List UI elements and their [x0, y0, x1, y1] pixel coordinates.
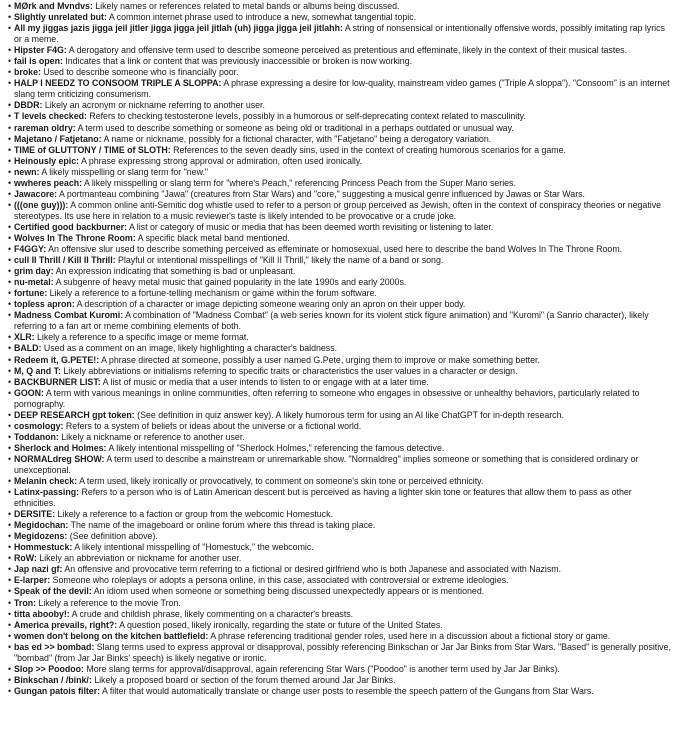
glossary-entry [9, 288, 672, 299]
glossary-term: Hipster F4G: [14, 45, 67, 56]
glossary-definition: Likely names or references related to metal bands or albums being discussed. [92, 1, 400, 11]
glossary-definition: Refers to a system of beliefs or ideas about the universe or a fictional world. [63, 420, 362, 431]
glossary-term: TIME of GLUTTONY / TIME of SLOTH: [14, 144, 171, 155]
glossary-entry [9, 410, 672, 421]
glossary-entry [9, 520, 672, 531]
glossary-definition: Likely an acronym or nickname referring to another user. [42, 100, 265, 111]
glossary-definition: A common internet phrase used to introduce a new, somewhat tangential topic. [106, 12, 417, 23]
glossary-term: cull II Thrill / Kill II Thrill: [14, 255, 116, 266]
glossary-definition: References to the seven deadly sins, used in the context of creating humorous scenarios for a game. [170, 144, 566, 155]
glossary-term: Binkschan / /bink/: [14, 674, 92, 685]
glossary-term: bas ed >> bombad: [14, 641, 95, 652]
glossary-definition: A phrase expressing a desire for low-quality, mainstream video games ("Triple A sloppa"). "Consoom" is an internet slang term criticizing consumerism. [14, 78, 670, 100]
glossary-entry [9, 178, 672, 189]
glossary-term: broke: [14, 67, 41, 78]
glossary-entry [9, 255, 672, 266]
glossary-term: Redeem it, G.PETE!: [14, 354, 100, 365]
glossary-entry [9, 609, 672, 620]
glossary-definition: A portmanteau combining "Jawa" (creatures from Star Wars) and "core," suggesting a musical genre influenced by Jawas or Star Wars. [57, 188, 585, 199]
glossary-term: Megidochan: [14, 520, 69, 531]
glossary-entry [9, 266, 672, 277]
glossary-entry [9, 421, 672, 432]
glossary-term: BACKBURNER LIST: [14, 376, 101, 387]
glossary-term: Jap nazi gf: [14, 564, 63, 575]
glossary-term: newn: [14, 166, 40, 177]
glossary-entry [9, 542, 672, 553]
glossary-definition: A term with various meanings in online communities, often referring to someone who engages in obsessive or unhealthy behaviors, particularly related to pornography. [14, 387, 640, 409]
glossary-entry [9, 167, 672, 178]
glossary-entry [9, 67, 672, 78]
glossary-term: grim day: [14, 266, 54, 277]
glossary-entry [9, 310, 672, 332]
glossary-definition: Likely a reference to the movie Tron. [36, 597, 181, 608]
glossary-entry [9, 476, 672, 487]
glossary-term: Gungan patois filter: [14, 685, 101, 696]
glossary-entry [9, 686, 672, 697]
glossary-term: MØrk and Mvndvs: [14, 1, 93, 11]
glossary-term: Jawacore: [14, 188, 58, 199]
glossary-entry [9, 509, 672, 520]
glossary-entry [9, 620, 672, 631]
glossary-term: GOON: [14, 387, 44, 398]
glossary-term: BALD: [14, 343, 42, 354]
glossary-definition: A phrase expressing strong approval or admiration, often used ironically. [79, 155, 363, 166]
glossary-term: cosmology: [14, 420, 64, 431]
glossary-entry [9, 377, 672, 388]
glossary-definition: Likely a reference to a fortune-telling mechanism or game within the forum software. [47, 288, 377, 299]
glossary-term: America prevails, right?: [14, 619, 118, 630]
glossary-entry [9, 45, 672, 56]
glossary-definition: A likely intentional misspelling of "Sherlock Holmes," referencing the famous detective. [106, 442, 445, 453]
glossary-definition: An offensive slur used to describe something perceived as effeminate or homosexual, used here to describe the band Wolves In The Throne Room. [46, 244, 623, 255]
glossary-definition: Likely a proposed board or section of the forum themed around Jar Jar Binks. [91, 674, 396, 685]
glossary-entry [9, 111, 672, 122]
glossary-term: F4GGY: [14, 244, 47, 255]
glossary-definition: Likely an abbreviation or nickname for another user. [36, 553, 242, 564]
glossary-term: DBDR: [14, 100, 43, 111]
glossary-entry [9, 487, 672, 509]
glossary-definition: Indicates that a link or content that was previously inaccessible or broken is now working. [62, 56, 413, 67]
glossary-definition: A term used, likely ironically or provocatively, to comment on someone's skin tone or perceived ethnicity. [77, 476, 484, 487]
glossary-term: DERSITE: [14, 509, 56, 520]
glossary-entry [9, 586, 672, 597]
glossary-definition: Someone who roleplays or adopts a persona online, in this case, associated with controversial or extreme ideologies. [50, 575, 509, 586]
glossary-definition: Used to describe someone who is financially poor. [40, 67, 239, 78]
glossary-definition: A description of a character or image depicting someone wearing only an apron on their upper body. [74, 299, 466, 310]
glossary-term: RoW: [14, 553, 37, 564]
glossary-definition: A likely misspelling or slang term for "new." [39, 166, 208, 177]
glossary-term: T levels checked: [14, 111, 87, 122]
glossary-term: E-larper: [14, 575, 51, 586]
glossary-entry [9, 222, 672, 233]
glossary-entry [9, 642, 672, 664]
glossary-term: Madness Combat Kuromi: [14, 310, 124, 321]
glossary-entry [9, 443, 672, 454]
glossary-term: Majetano / Fatjetano: [14, 133, 102, 144]
glossary-entry [9, 1, 672, 12]
glossary-definition: A term used to describe a mainstream or unremarkable show. "Normaldreg" implies someone or something that is considered ordinary or unexceptional. [14, 453, 639, 475]
glossary-entry [9, 332, 672, 343]
glossary-entry [9, 454, 672, 476]
glossary-entry [9, 564, 672, 575]
glossary-entry [9, 343, 672, 354]
glossary-definition: A common online anti-Semitic dog whistle used to refer to a person or group perceived as Jewish, often in the context of conspiracy theories or negative stereotypes. Its use here in relation to a music reviewer's taste is likely intended to be provocative or a crude joke. [14, 199, 661, 221]
glossary-term: M, Q and T: [14, 365, 61, 376]
glossary-entry [9, 598, 672, 609]
glossary-term: Certified good backburner: [14, 221, 127, 232]
glossary-entry [9, 145, 672, 156]
glossary-definition: A list of music or media that a user intends to listen to or engage with at a later time. [100, 376, 429, 387]
glossary-term: fortune: [14, 288, 48, 299]
glossary-definition: Likely abbreviations or initialisms referring to specific traits or characteristics the user values in a character or design. [60, 365, 518, 376]
glossary-definition: Likely a reference to a faction or group from the webcomic Homestuck. [55, 509, 333, 520]
glossary-entry [9, 631, 672, 642]
glossary-definition: Slang terms used to express approval or disapproval, possibly referencing Binkschan or Jar Jar Binks from Star Wars. "Based" is generally positive, "bombad" (from Jar Jar Binks' speech) is likely negative or ironic. [14, 641, 671, 663]
glossary-definition: (See definition in quiz answer key). A likely humorous term for using an AI like ChatGPT for in-depth research. [134, 409, 564, 420]
glossary-definition: A question posed, likely ironically, regarding the state or future of the United States. [117, 619, 443, 630]
glossary-entry [9, 200, 672, 222]
glossary-term: XLR: [14, 332, 35, 343]
glossary-definition: (See definition above). [67, 531, 158, 542]
glossary-entry [9, 355, 672, 366]
glossary-definition: Used as a comment on an image, likely highlighting a character's baldness. [41, 343, 338, 354]
glossary-definition: A crude and childish phrase, likely commenting on a character's breasts. [69, 608, 354, 619]
glossary-term: (((one guy))): [14, 199, 69, 210]
glossary-definition: The name of the imageboard or online forum where this thread is taking place. [68, 520, 376, 531]
glossary-entry [9, 56, 672, 67]
glossary-entry [9, 388, 672, 410]
glossary-term: nu-metal: [14, 277, 54, 288]
glossary-entry [9, 134, 672, 145]
glossary-definition: A likely intentional misspelling of "Homestuck," the webcomic. [72, 542, 314, 553]
glossary-entry [9, 675, 672, 686]
glossary-term: HALP I NEEDZ TO CONSOOM TRIPLE A SLOPPA: [14, 78, 222, 89]
glossary-term: Slightly unrelated but: [14, 12, 107, 23]
glossary-definition: A likely misspelling or slang term for "where's Peach," referencing Princess Peach from the Super Mario series. [82, 177, 516, 188]
glossary-entry [9, 23, 672, 45]
glossary-definition: Likely a nickname or reference to another user. [58, 431, 245, 442]
glossary-entry [9, 244, 672, 255]
glossary-definition: Likely a reference to a specific image or meme format. [34, 332, 249, 343]
glossary-term: Tron: [14, 597, 37, 608]
glossary-term: Hommestuck: [14, 542, 73, 553]
glossary-entry [9, 189, 672, 200]
glossary-term: Megidozens: [14, 531, 68, 542]
glossary-definition: Refers to a person who is of Latin American descent but is perceived as having a lighter skin tone or features that allow them to pass as other ethnicities. [14, 487, 632, 509]
glossary-definition: A derogatory and offensive term used to describe someone perceived as pretentious and effeminate, likely in the context of their musical tastes. [66, 45, 627, 56]
glossary-term: topless apron: [14, 299, 75, 310]
glossary-term: rareman oldry: [14, 122, 76, 133]
glossary-term: fail is open: [14, 56, 63, 67]
glossary-definition: A combination of "Madness Combat" (a web series known for its violent stick figure animation) and "Kuromi" (a Sanrio character), likely referring to a fan art or meme combining elements of both. [14, 310, 649, 332]
glossary-entry [9, 123, 672, 134]
glossary-definition: Refers to checking testosterone levels, possibly in a humorous or self-deprecating context related to masculinity. [86, 111, 526, 122]
glossary-definition: A term used to describe something or someone as being old or traditional in a perhaps outdated or unusual way. [75, 122, 514, 133]
glossary-term: wwheres peach: [14, 177, 83, 188]
glossary-term: Heinously epic: [14, 155, 80, 166]
glossary-definition: A specific black metal band mentioned. [135, 232, 290, 243]
glossary-term: Sherlock and Holmes: [14, 442, 107, 453]
glossary-term: Toddanon: [14, 431, 59, 442]
glossary-term: DEEP RESEARCH gpt token: [14, 409, 135, 420]
glossary-entry [9, 299, 672, 310]
glossary-entry [9, 78, 672, 100]
glossary-entry [9, 366, 672, 377]
glossary-entry [9, 277, 672, 288]
glossary-definition: An idiom used when someone or something being discussed unexpectedly appears or is mentioned. [91, 586, 485, 597]
glossary-definition: A filter that would automatically translate or change user posts to resemble the speech pattern of the Gungans from Star Wars. [100, 685, 594, 696]
glossary-term: Wolves In The Throne Room: [14, 232, 136, 243]
glossary-term: NORMALdreg SHOW: [14, 453, 105, 464]
glossary-entry [9, 12, 672, 23]
glossary-term: Latinx-passing: [14, 487, 80, 498]
glossary-term: Speak of the devil: [14, 586, 92, 597]
glossary-entry [9, 233, 672, 244]
glossary-definition: An expression indicating that something is bad or unpleasant. [53, 266, 296, 277]
glossary-definition: A name or nickname, possibly for a fictional character, with "Fatjetano" being a derogatory variation. [101, 133, 492, 144]
glossary-term: titta abooby!: [14, 608, 70, 619]
glossary-definition: Playful or intentional misspellings of "Kill II Thrill," likely the name of a band or song. [115, 255, 444, 266]
glossary-definition: A string of nonsensical or intentionally offensive words, possibly imitating rap lyrics or a meme. [14, 23, 665, 45]
glossary-definition: More slang terms for approval/disapproval, again referencing Star Wars ("Poodoo" is another term used by Jar Jar Binks). [83, 663, 560, 674]
glossary-entry [9, 553, 672, 564]
glossary-term: Slop >> Poodoo: [14, 663, 84, 674]
glossary-entry [9, 432, 672, 443]
glossary-entry [9, 575, 672, 586]
glossary-definition: A list or category of music or media that has been deemed worth revisiting or listening to later. [127, 221, 494, 232]
glossary-definition: A phrase referencing traditional gender roles, used here in a discussion about a fictional story or game. [208, 630, 611, 641]
glossary-definition: A subgenre of heavy metal music that gained popularity in the late 1990s and early 2000s. [53, 277, 407, 288]
glossary-definition: An offensive and provocative term referring to a fictional or desired girlfriend who is both Japanese and associated with Nazism. [62, 564, 562, 575]
glossary-term: All my jiggas jazis jigga jeil jitler jigga jigga jeil jitlah (uh) jigga jigga jeil jitlahh: [14, 23, 343, 34]
glossary-entry [9, 100, 672, 111]
glossary-term: Melanin check: [14, 476, 78, 487]
glossary-entry [9, 664, 672, 675]
glossary-term: women don't belong on the kitchen battlefield: [14, 630, 209, 641]
glossary-definition: A phrase directed at someone, possibly a user named G.Pete, urging them to improve or make something better. [99, 354, 540, 365]
glossary-entry [9, 531, 672, 542]
glossary-entry [9, 156, 672, 167]
